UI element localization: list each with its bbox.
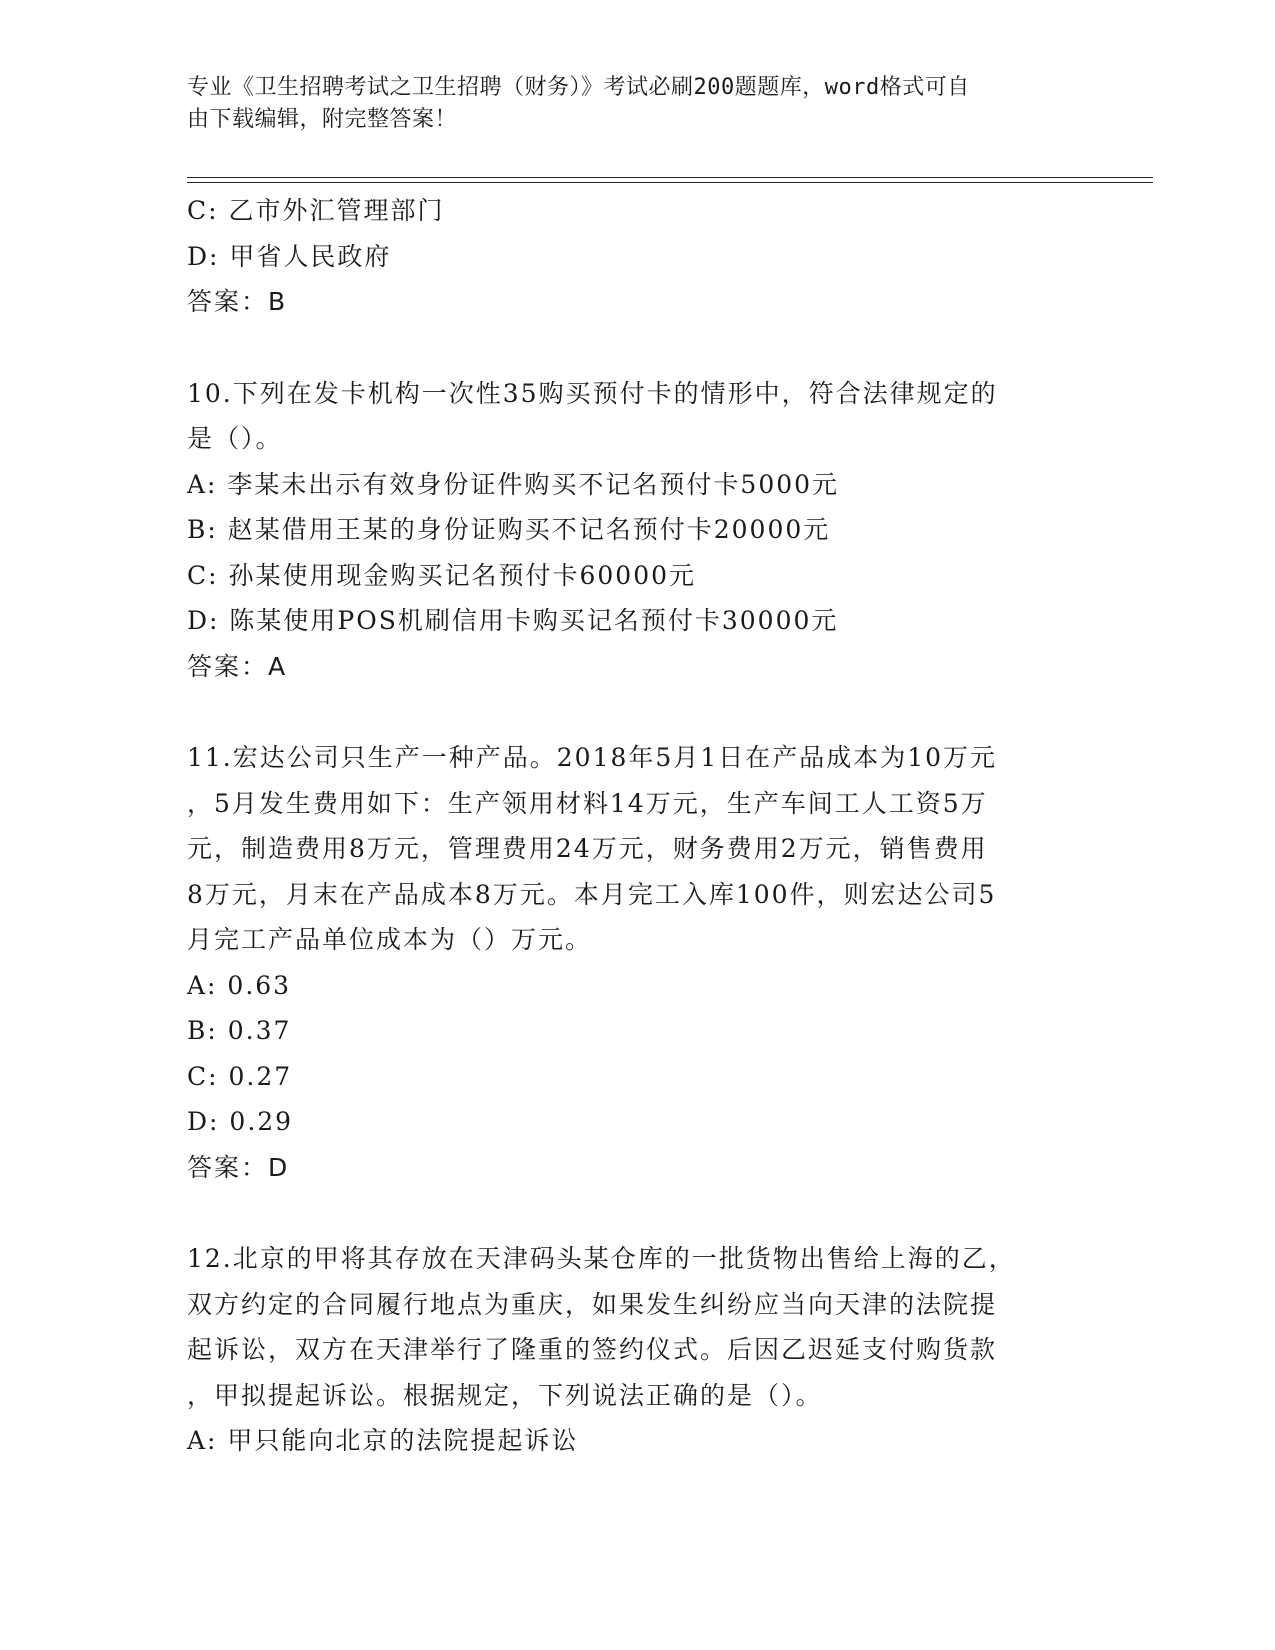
answer: 答案：B xyxy=(187,287,288,316)
previous-question-tail xyxy=(187,188,1087,325)
question-stem: 双方约定的合同履行地点为重庆，如果发生纠纷应当向天津的法院提 xyxy=(187,1289,998,1319)
header-divider-top xyxy=(187,177,1153,178)
option-a: A: 李某未出示有效身份证件购买不记名预付卡5000元 xyxy=(187,469,840,499)
answer: 答案：D xyxy=(187,1152,290,1182)
spacer xyxy=(187,325,1087,371)
question-stem: ，5月发生费用如下：生产领用材料14万元，生产车间工人工资5万 xyxy=(187,788,988,818)
option-b: B: 0.37 xyxy=(187,1016,292,1045)
question-stem: 12.北京的甲将其存放在天津码头某仓库的一批货物出售给上海的乙， xyxy=(187,1244,1016,1273)
spacer xyxy=(187,1190,1087,1236)
option-a: A: 0.63 xyxy=(187,970,292,1000)
option-c: C: 孙某使用现金购买记名预付卡60000元 xyxy=(187,560,697,590)
spacer xyxy=(187,689,1087,735)
question-stem: ，甲拟提起诉讼。根据规定，下列说法正确的是（）。 xyxy=(187,1380,823,1410)
option-d: D: 0.29 xyxy=(187,1107,294,1136)
question-stem: 元，制造费用8万元，管理费用24万元，财务费用2万元，销售费用 xyxy=(187,834,988,863)
question-stem: 10.下列在发卡机构一次性35购买预付卡的情形中，符合法律规定的 xyxy=(187,378,998,408)
header-divider-bottom xyxy=(187,182,1153,183)
document-body xyxy=(187,188,1087,1464)
answer: 答案：A xyxy=(187,651,288,681)
question-stem: 月完工产品单位成本为（）万元。 xyxy=(187,925,593,954)
option-c: C: 0.27 xyxy=(187,1061,293,1091)
option-c: C: 乙市外汇管理部门 xyxy=(187,196,445,225)
header-line-1: 专业《卫生招聘考试之卫生招聘（财务）》考试必刷200题题库，word格式可自 xyxy=(187,75,970,100)
document-header xyxy=(187,72,1067,136)
question-stem: 是（）。 xyxy=(187,424,283,453)
header-line-2: 由下载编辑，附完整答案！ xyxy=(187,107,458,132)
question-stem: 起诉讼，双方在天津举行了隆重的签约仪式。后因乙迟延支付购货款 xyxy=(187,1335,998,1364)
option-b: B: 赵某借用王某的身份证购买不记名预付卡20000元 xyxy=(187,515,831,544)
question-12 xyxy=(187,1236,1087,1464)
option-d: D: 甲省人民政府 xyxy=(187,241,392,271)
question-stem: 11.宏达公司只生产一种产品。2018年5月1日在产品成本为10万元 xyxy=(187,743,998,772)
question-stem: 8万元，月末在产品成本8万元。本月完工入库100件，则宏达公司5 xyxy=(187,879,997,909)
option-d: D: 陈某使用POS机刷信用卡购买记名预付卡30000元 xyxy=(187,606,839,635)
option-a: A: 甲只能向北京的法院提起诉讼 xyxy=(187,1426,579,1455)
question-11 xyxy=(187,735,1087,1190)
question-10 xyxy=(187,371,1087,690)
